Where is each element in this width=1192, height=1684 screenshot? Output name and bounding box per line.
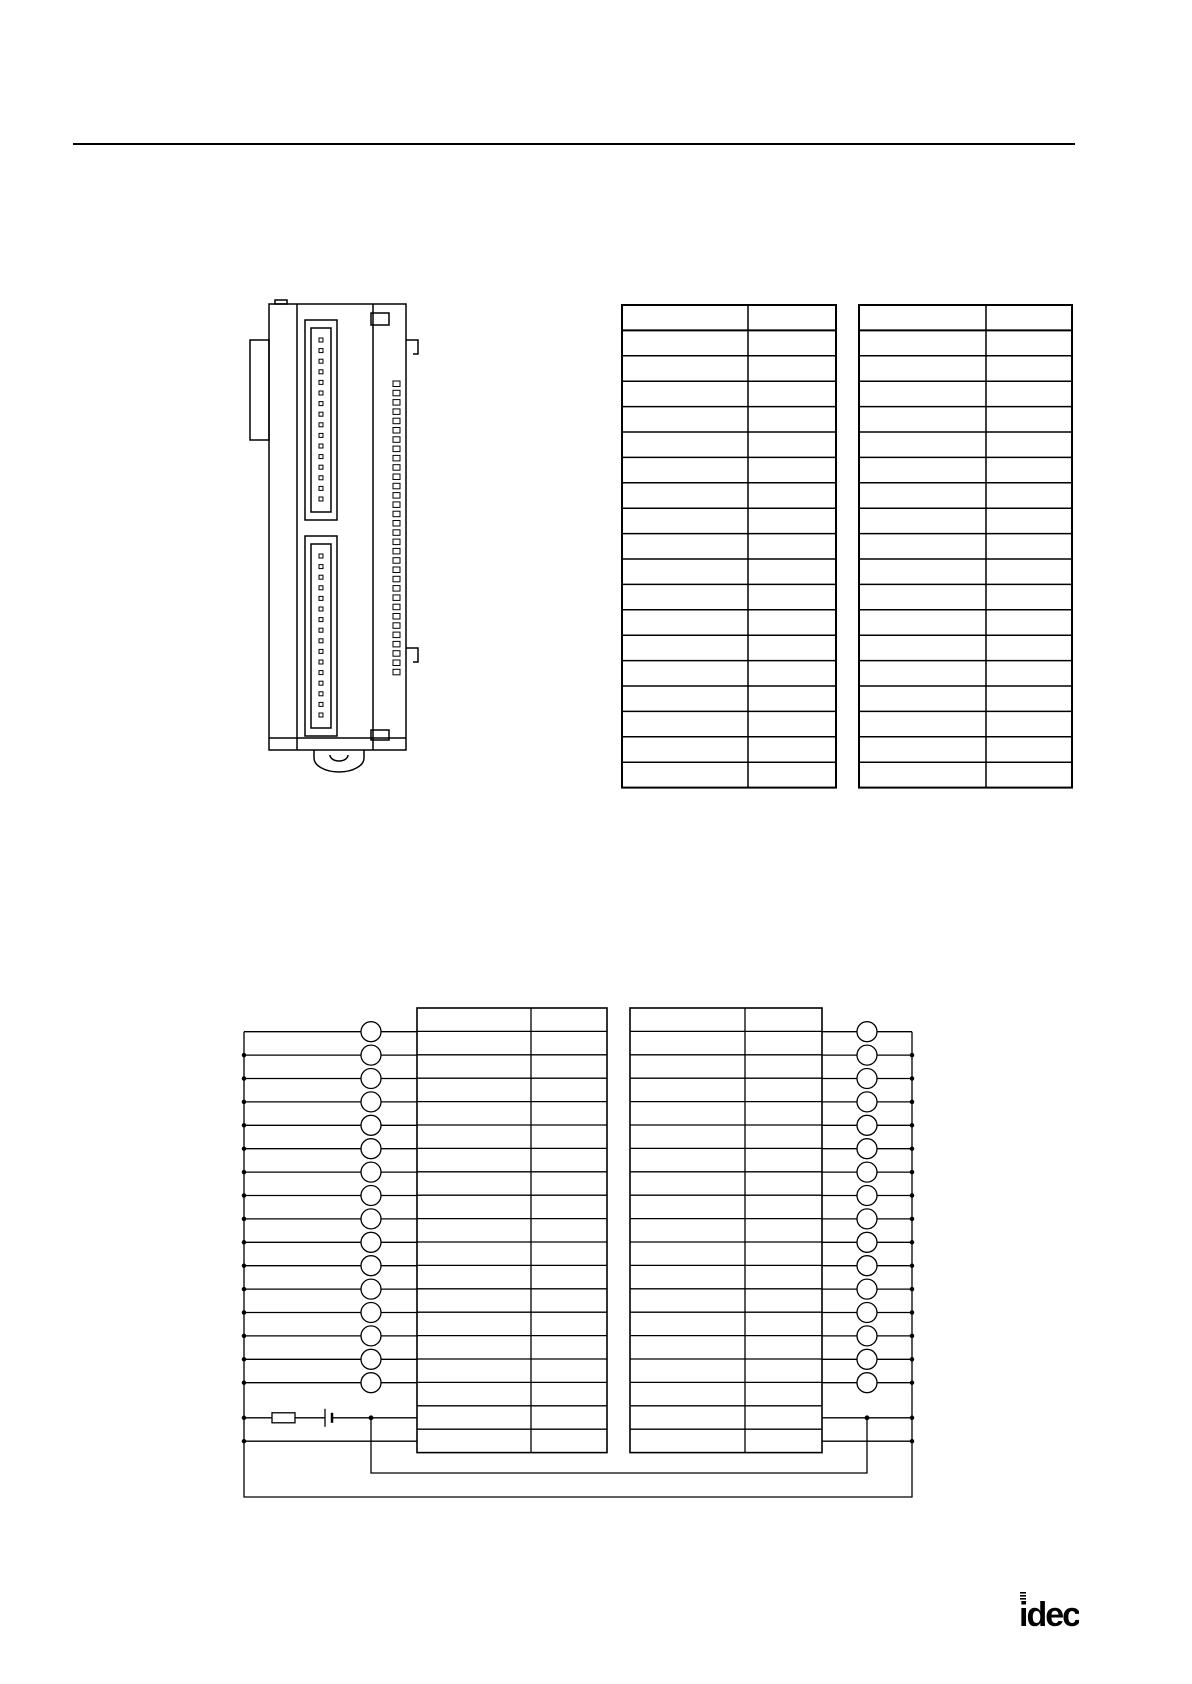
left-load-lamp — [361, 1022, 381, 1042]
terminal-pin — [319, 391, 323, 395]
right-load-lamp — [857, 1232, 877, 1252]
indicator-led — [393, 409, 400, 415]
terminal-pin — [319, 607, 323, 611]
left-load-lamp — [361, 1092, 381, 1112]
wiring-diagram — [242, 1008, 913, 1497]
indicator-led — [393, 530, 400, 536]
terminal-pin — [319, 349, 323, 353]
terminal-pin — [319, 586, 323, 590]
terminal-pin — [319, 380, 323, 384]
left-load-lamp — [361, 1045, 381, 1065]
right-load-lamp — [857, 1279, 877, 1299]
left-load-lamp — [361, 1162, 381, 1182]
indicator-led — [393, 437, 400, 443]
right-load-lamp — [857, 1349, 877, 1369]
indicator-led — [393, 660, 400, 666]
top-clip — [406, 340, 418, 354]
terminal-pin — [319, 433, 323, 437]
right-load-lamp — [857, 1162, 877, 1182]
indicator-led — [393, 669, 400, 675]
right-load-lamp — [857, 1209, 877, 1229]
inner-loop-wire — [371, 1418, 867, 1473]
terminal-pin — [319, 649, 323, 653]
indicator-led — [393, 632, 400, 638]
terminal-pin — [319, 554, 323, 558]
terminal-pin — [319, 618, 323, 622]
indicator-led — [393, 521, 400, 527]
right-load-lamp — [857, 1303, 877, 1323]
indicator-led — [393, 614, 400, 620]
right-load-lamp — [857, 1373, 877, 1393]
terminal-pin — [319, 370, 323, 374]
indicator-led — [393, 493, 400, 499]
indicator-led — [393, 576, 400, 582]
left-load-lamp — [361, 1349, 381, 1369]
right-load-lamp — [857, 1186, 877, 1206]
top-tab — [275, 300, 287, 304]
right-load-lamp — [857, 1045, 877, 1065]
indicator-led — [393, 539, 400, 545]
terminal-table-right — [859, 305, 1072, 788]
left-load-lamp — [361, 1279, 381, 1299]
terminal-pin — [319, 476, 323, 480]
indicator-led — [393, 641, 400, 647]
bottom-clip — [406, 648, 418, 662]
indicator-led — [393, 400, 400, 406]
right-load-lamp — [857, 1326, 877, 1346]
left-table-frame — [622, 305, 836, 788]
left-load-lamp — [361, 1373, 381, 1393]
indicator-led — [393, 595, 400, 601]
right-table-frame — [859, 305, 1072, 788]
indicator-led — [393, 548, 400, 554]
side-connector — [250, 340, 269, 440]
terminal-pin — [319, 359, 323, 363]
indicator-led — [393, 586, 400, 592]
terminal-pin — [319, 465, 323, 469]
bottom-connector-inner — [311, 544, 331, 728]
left-load-lamp — [361, 1232, 381, 1252]
indicator-led — [393, 381, 400, 387]
wiring-right-table-frame — [630, 1008, 822, 1453]
terminal-table-left — [622, 305, 836, 788]
terminal-pin — [319, 444, 323, 448]
left-load-lamp — [361, 1303, 381, 1323]
wiring-left-table-frame — [417, 1008, 607, 1453]
terminal-pin — [319, 639, 323, 643]
indicator-led — [393, 623, 400, 629]
left-load-lamp — [361, 1209, 381, 1229]
right-load-lamp — [857, 1069, 877, 1089]
indicator-led — [393, 390, 400, 396]
svg-text:idec: idec — [1019, 1596, 1079, 1630]
indicator-led — [393, 511, 400, 517]
terminal-pin — [319, 681, 323, 685]
terminal-pin — [319, 402, 323, 406]
indicator-led — [393, 651, 400, 657]
right-load-lamp — [857, 1256, 877, 1276]
terminal-pin — [319, 565, 323, 569]
terminal-pin — [319, 412, 323, 416]
terminal-pin — [319, 596, 323, 600]
terminal-pin — [319, 338, 323, 342]
terminal-pin — [319, 713, 323, 717]
top-connector-inner — [311, 328, 331, 512]
terminal-pin — [319, 455, 323, 459]
terminal-pin — [319, 486, 323, 490]
module-drawing — [250, 300, 418, 772]
terminal-pin — [319, 660, 323, 664]
din-rail-hook-inner — [330, 755, 348, 761]
indicator-led — [393, 455, 400, 461]
right-load-lamp — [857, 1115, 877, 1135]
terminal-pin — [319, 692, 323, 696]
indicator-led — [393, 604, 400, 610]
right-load-lamp — [857, 1092, 877, 1112]
left-load-lamp — [361, 1186, 381, 1206]
right-load-lamp — [857, 1022, 877, 1042]
indicator-led — [393, 465, 400, 471]
terminal-pin — [319, 497, 323, 501]
terminal-pin — [319, 423, 323, 427]
indicator-led — [393, 567, 400, 573]
indicator-led — [393, 474, 400, 480]
right-load-lamp — [857, 1139, 877, 1159]
indicator-led — [393, 483, 400, 489]
left-load-lamp — [361, 1326, 381, 1346]
left-load-lamp — [361, 1256, 381, 1276]
indicator-led — [393, 428, 400, 434]
terminal-pin — [319, 575, 323, 579]
indicator-led — [393, 502, 400, 508]
terminal-pin — [319, 671, 323, 675]
indicator-led — [393, 446, 400, 452]
left-load-lamp — [361, 1139, 381, 1159]
left-load-lamp — [361, 1069, 381, 1089]
indicator-led — [393, 558, 400, 564]
left-load-lamp — [361, 1115, 381, 1135]
indicator-led — [393, 418, 400, 424]
fuse-icon — [272, 1413, 295, 1423]
terminal-pin — [319, 702, 323, 706]
terminal-pin — [319, 628, 323, 632]
idec-logo-icon — [1019, 1590, 1079, 1630]
